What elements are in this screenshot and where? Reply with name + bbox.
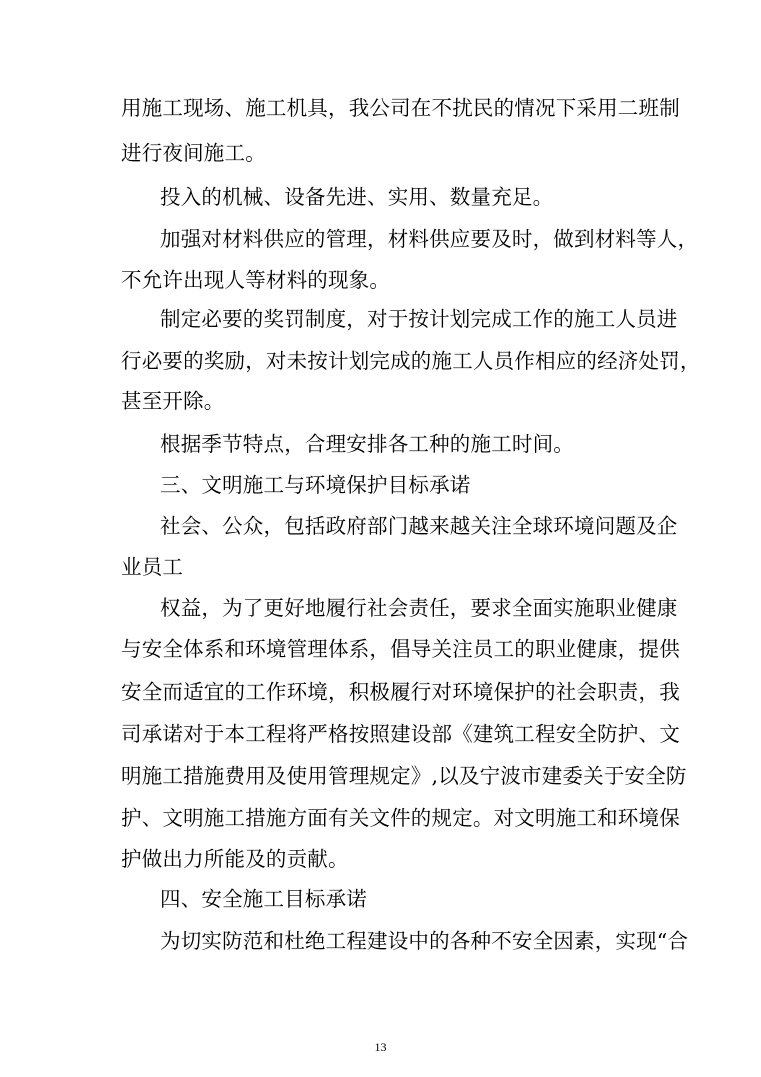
text-line: 护做出力所能及的贡献。	[121, 847, 349, 871]
text-line: 为切实防范和杜绝工程建设中的各种不安全因素，实现“合	[160, 929, 689, 953]
text-line: 投入的机械、设备先进、实用、数量充足。	[160, 185, 554, 209]
text-line: 司承诺对于本工程将严格按照建设部《建筑工程安全防护、文	[121, 722, 680, 746]
text-line: 安全而适宜的工作环境，积极履行对环境保护的社会职责，我	[121, 680, 680, 704]
text-line: 护、文明施工措施方面有关文件的规定。对文明施工和环境保	[121, 806, 680, 830]
text-line: 甚至开除。	[121, 389, 225, 413]
text-line: 进行夜间施工。	[121, 141, 266, 165]
page-number: 13	[374, 1040, 387, 1054]
section-heading: 四、安全施工目标承诺	[160, 887, 367, 911]
text-line: 与安全体系和环境管理体系，倡导关注员工的职业健康，提供	[121, 637, 680, 661]
text-line: 行必要的奖励，对未按计划完成的施工人员作相应的经济处罚，	[121, 349, 701, 373]
section-heading: 三、文明施工与环境保护目标承诺	[160, 473, 471, 497]
text-line: 社会、公众，包括政府部门越来越关注全球环境问题及企	[160, 514, 678, 538]
text-line: 业员工	[121, 555, 184, 579]
text-line: 不允许出现人等材料的现象。	[121, 268, 391, 292]
text-line: 明施工措施费用及使用管理规定》,以及宁波市建委关于安全防	[121, 764, 687, 788]
text-line: 根据季节特点，合理安排各工种的施工时间。	[160, 432, 574, 456]
text-line: 权益，为了更好地履行社会责任，要求全面实施职业健康	[160, 596, 678, 620]
text-line: 制定必要的奖罚制度，对于按计划完成工作的施工人员进	[160, 307, 678, 331]
text-line: 加强对材料供应的管理，材料供应要及时，做到材料等人，	[160, 227, 699, 251]
text-line: 用施工现场、施工机具，我公司在不扰民的情况下采用二班制	[121, 96, 680, 120]
